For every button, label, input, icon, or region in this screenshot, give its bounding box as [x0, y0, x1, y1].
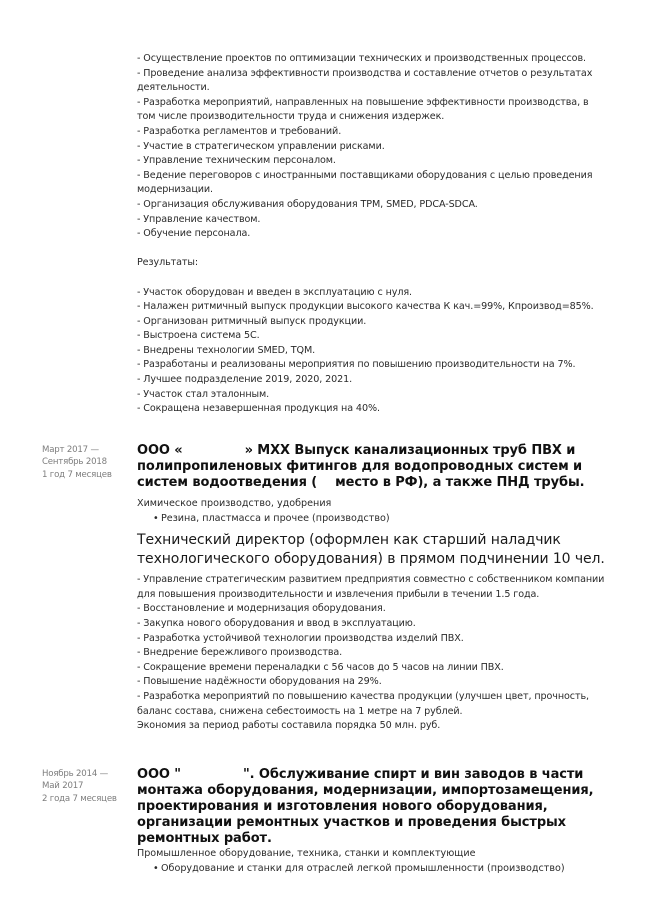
- experience-period: [42, 768, 132, 805]
- duty-item: - Закупка нового оборудования и ввод в эксплуатацию.: [137, 617, 416, 629]
- duty-item: - Организация обслуживания оборудования TPM, SMED, PDCA-SDCA.: [137, 198, 478, 210]
- duties-list: [137, 52, 607, 242]
- experience-entry: [137, 767, 607, 876]
- period-start: Март 2017 —: [42, 445, 99, 455]
- result-item: - Сокращена незавершенная продукция на 40%.: [137, 403, 380, 415]
- industry-subcategory-label: Оборудование и станки для отраслей легкой промышленности (производство): [161, 862, 565, 874]
- result-item: - Участок стал эталонным.: [137, 388, 270, 400]
- duty-item: - Восстановление и модернизация оборудования.: [137, 603, 386, 615]
- company-description-end: место в РФ), а также ПНД трубы.: [335, 475, 585, 490]
- duty-item: - Разработка мероприятий, направленных на повышение эффективности производства, в том числе производительности труда и снижения издержек.: [137, 96, 589, 123]
- previous-job-description: [137, 52, 607, 417]
- period-start: Ноябрь 2014 —: [42, 769, 109, 779]
- duty-item: - Разработка устойчивой технологии производства изделий ПВХ.: [137, 632, 464, 644]
- duty-item: - Внедрение бережливого производства.: [137, 647, 343, 659]
- company-title: [137, 443, 607, 491]
- results-label: Результаты:: [137, 257, 199, 269]
- duty-item: - Разработка мероприятий по повышению качества продукции (улучшен цвет, прочность, баланс состава, снижена себестоимость на 1 метре на 7 рублей.: [137, 690, 589, 717]
- duty-item: - Разработка регламентов и требований.: [137, 125, 342, 137]
- duty-item: Экономия за период работы составила порядка 50 млн. руб.: [137, 720, 441, 732]
- result-item: - Лучшее подразделение 2019, 2020, 2021.: [137, 374, 353, 386]
- duties-list: [137, 573, 607, 734]
- result-item: - Выстроена система 5С.: [137, 330, 260, 342]
- bullet-icon: •: [153, 512, 159, 524]
- industry-subcategory: [137, 862, 607, 877]
- results-list: [137, 286, 607, 417]
- company-prefix: ООО ": [137, 767, 181, 782]
- duty-item: - Управление качеством.: [137, 213, 261, 225]
- duty-item: - Повышение надёжности оборудования на 29%.: [137, 676, 382, 688]
- duty-item: - Обучение персонала.: [137, 228, 251, 240]
- duty-item: - Проведение анализа эффективности производства и составление отчетов о результатах деятельности.: [137, 67, 593, 94]
- result-item: - Внедрены технологии SMED, TQM.: [137, 344, 316, 356]
- position-title: Технический директор (оформлен как старший наладчик технологического оборудования) в прямом подчинении 10 чел.: [137, 532, 605, 567]
- result-item: - Участок оборудован и введен в эксплуатацию с нуля.: [137, 286, 413, 298]
- spacer: [137, 271, 607, 286]
- company-prefix: ООО «: [137, 443, 183, 458]
- bullet-icon: •: [153, 862, 159, 874]
- period-duration: 2 года 7 месяцев: [42, 793, 117, 804]
- experience-entry: [137, 443, 607, 734]
- duty-item: - Управление техническим персоналом.: [137, 155, 336, 167]
- duty-item: - Ведение переговоров с иностранными поставщиками оборудования с целью проведения модернизации.: [137, 169, 593, 196]
- result-item: - Разработаны и реализованы мероприятия по повышению производительности на 7%.: [137, 359, 576, 371]
- company-description: ". Обслуживание спирт и вин заводов в части монтажа оборудования, модернизации, импортозамещения, проектирования и изготовления нового оборудования, организации ремонтных участков и проведения быстрых ремонтных работ.: [137, 767, 594, 846]
- experience-period: [42, 444, 132, 481]
- duty-item: - Осуществление проектов по оптимизации технических и производственных процессов.: [137, 53, 586, 64]
- result-item: - Организован ритмичный выпуск продукции.: [137, 315, 367, 327]
- duty-item: - Участие в стратегическом управлении рисками.: [137, 140, 385, 152]
- duty-item: - Сокращение времени переналадки с 56 часов до 5 часов на линии ПВХ.: [137, 661, 504, 673]
- period-end: Май 2017: [42, 781, 84, 792]
- industry: Химическое производство, удобрения: [137, 498, 332, 509]
- company-description: » МХХ Выпуск канализационных труб ПВХ и полипропиленовых фитингов для водопроводных систем и систем водоотведения (: [137, 443, 583, 490]
- industry-subcategory-label: Резина, пластмасса и прочее (производство): [161, 512, 390, 524]
- period-duration: 1 год 7 месяцев: [42, 469, 112, 480]
- company-title: [137, 767, 607, 847]
- duty-item: - Управление стратегическим развитием предприятия совместно с собственником компании для повышения производительности и извлечения прибыли в течении 1.5 года.: [137, 574, 605, 600]
- period-end: Сентябрь 2018: [42, 457, 107, 468]
- industry-subcategory: [137, 512, 607, 527]
- result-item: - Налажен ритмичный выпуск продукции высокого качества К кач.=99%, Кпроизвод=85%.: [137, 301, 594, 313]
- spacer: [137, 242, 607, 257]
- industry: Промышленное оборудование, техника, станки и комплектующие: [137, 848, 476, 859]
